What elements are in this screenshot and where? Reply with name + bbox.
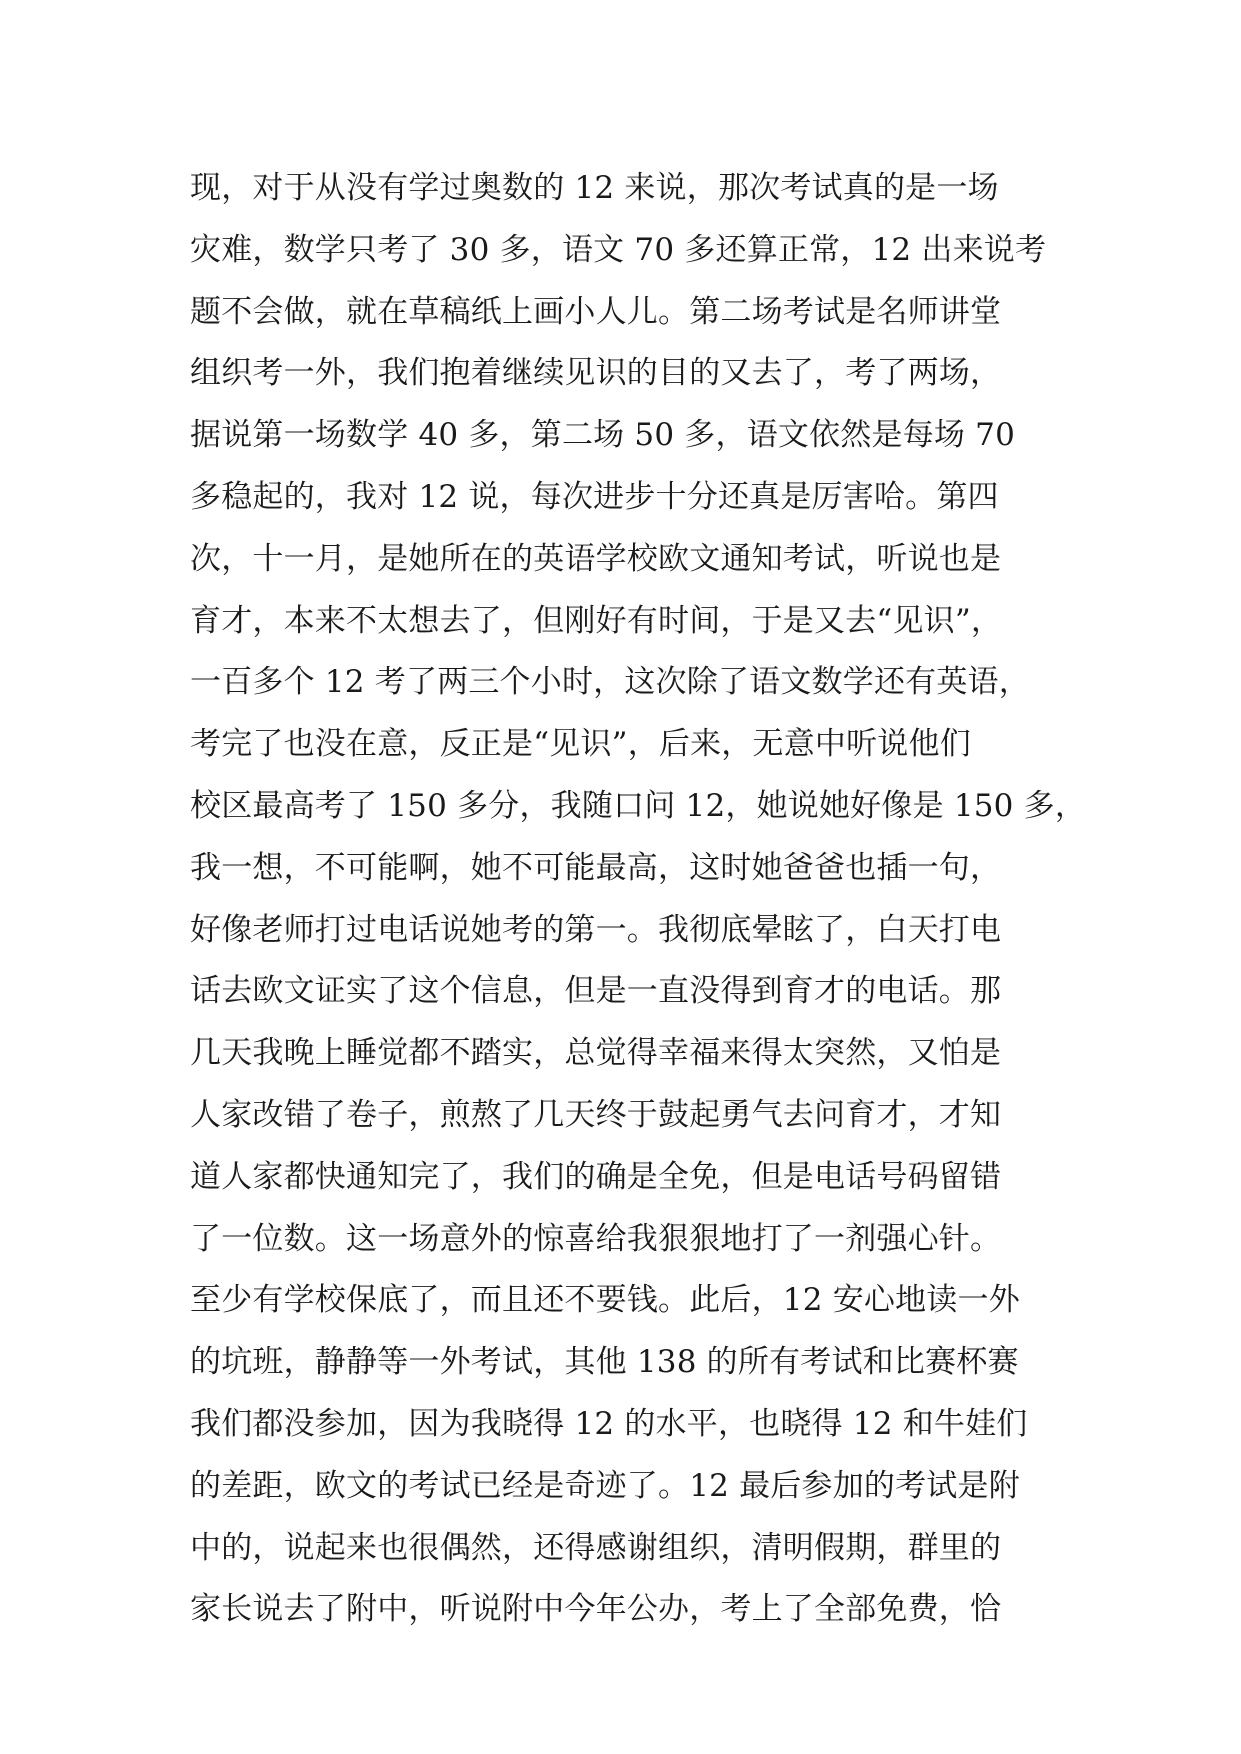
text-line: 几天我晚上睡觉都不踏实，总觉得幸福来得太突然，又怕是 [190,1035,1002,1072]
text-line: 我们都没参加，因为我晓得 12 的水平，也晓得 12 和牛娃们 [190,1405,1028,1442]
text-line: 的差距，欧文的考试已经是奇迹了。12 最后参加的考试是附 [190,1467,1020,1504]
text-line: 组织考一外，我们抱着继续见识的目的又去了，考了两场， [190,355,1002,392]
text-line: 考完了也没在意，反正是“见识”，后来，无意中听说他们 [190,726,971,763]
text-line: 次，十一月，是她所在的英语学校欧文通知考试，听说也是 [190,540,1002,577]
text-line: 家长说去了附中，听说附中今年公办，考上了全部免费，恰 [190,1591,1002,1628]
text-line: 题不会做，就在草稿纸上画小人儿。第二场考试是名师讲堂 [190,293,1002,330]
text-line: 的坑班，静静等一外考试，其他 138 的所有考试和比赛杯赛 [190,1344,1019,1381]
body-text [190,158,1087,1641]
text-line: 道人家都快通知完了，我们的确是全免，但是电话号码留错 [190,1158,1002,1195]
text-line: 好像老师打过电话说她考的第一。我彻底晕眩了，白天打电 [190,911,1002,948]
text-line: 校区最高考了 150 多分，我随口问 12，她说她好像是 150 多， [190,787,1087,824]
text-line: 中的，说起来也很偶然，还得感谢组织，清明假期，群里的 [190,1529,1002,1566]
text-line: 至少有学校保底了，而且还不要钱。此后，12 安心地读一外 [190,1282,1020,1319]
text-line: 育才，本来不太想去了，但刚好有时间，于是又去“见识”， [190,602,1003,639]
text-line: 了一位数。这一场意外的惊喜给我狠狠地打了一剂强心针。 [190,1220,1002,1257]
text-line: 多稳起的，我对 12 说，每次进步十分还真是厉害哈。第四 [190,478,999,515]
text-line: 话去欧文证实了这个信息，但是一直没得到育才的电话。那 [190,973,1002,1010]
text-line: 我一想，不可能啊，她不可能最高，这时她爸爸也插一句， [190,849,1002,886]
text-line: 现，对于从没有学过奥数的 12 来说，那次考试真的是一场 [190,170,999,206]
text-line: 灾难，数学只考了 30 多，语文 70 多还算正常，12 出来说考 [190,231,1047,268]
text-line: 一百多个 12 考了两三个小时，这次除了语文数学还有英语， [190,664,1030,701]
text-line: 人家改错了卷子，煎熬了几天终于鼓起勇气去问育才，才知 [190,1096,1002,1133]
text-line: 据说第一场数学 40 多，第二场 50 多，语文依然是每场 70 [190,417,1016,454]
